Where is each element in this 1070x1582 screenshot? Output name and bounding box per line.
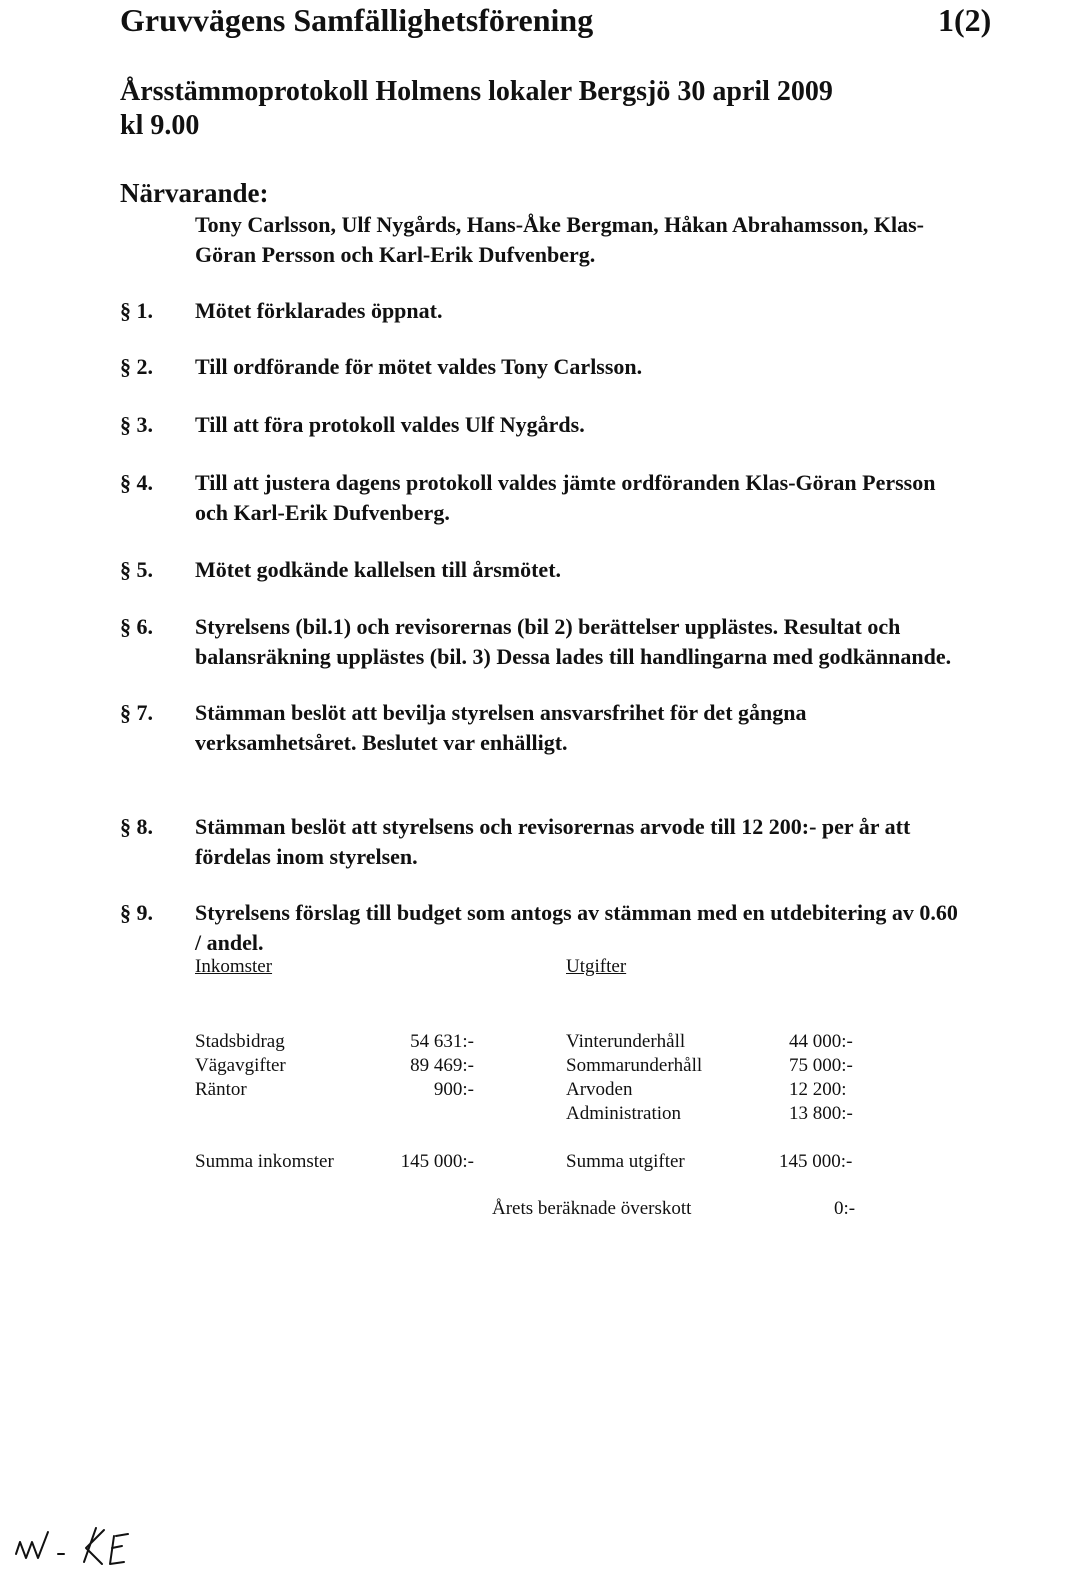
income-label: Räntor (195, 1079, 247, 1100)
meeting-title-line-1: Årsstämmoprotokoll Holmens lokaler Bergsjö 30 april 2009 (120, 76, 833, 107)
expense-label: Arvoden (566, 1079, 633, 1100)
section-9-text-line-2: / andel. (195, 930, 264, 955)
income-total-label: Summa inkomster (195, 1151, 334, 1172)
income-amount: 89 469:- (410, 1055, 474, 1076)
expense-amount: 75 000:- (789, 1055, 853, 1076)
attendees-line-1: Tony Carlsson, Ulf Nygårds, Hans-Åke Bergman, Håkan Abrahamsson, Klas- (195, 212, 924, 237)
income-amount: 54 631:- (410, 1031, 474, 1052)
expense-label: Sommarunderhåll (566, 1055, 703, 1076)
section-3-text: Till att föra protokoll valdes Ulf Nygårds. (195, 412, 585, 437)
section-4-number: § 4. (120, 470, 153, 495)
section-7-text-line-2: verksamhetsåret. Beslutet var enhälligt. (195, 730, 568, 755)
section-8-text-line-1: Stämman beslöt att styrelsens och revisorernas arvode till 12 200:- per år att (195, 814, 911, 839)
expense-label: Administration (566, 1103, 682, 1124)
expense-total-label: Summa utgifter (566, 1151, 685, 1172)
expense-heading: Utgifter (566, 956, 627, 977)
section-7-text-line-1: Stämman beslöt att bevilja styrelsen ansvarsfrihet för det gångna (195, 700, 807, 725)
section-4-text-line-2: och Karl-Erik Dufvenberg. (195, 500, 450, 525)
expense-amount: 44 000:- (789, 1031, 853, 1052)
income-label: Stadsbidrag (195, 1031, 285, 1052)
association-name: Gruvvägens Samfällighetsförening (120, 2, 594, 38)
income-amount: 900:- (433, 1079, 474, 1100)
section-9-number: § 9. (120, 900, 153, 925)
section-5-text: Mötet godkände kallelsen till årsmötet. (195, 557, 562, 582)
section-8-text-line-2: fördelas inom styrelsen. (195, 844, 418, 869)
surplus-label: Årets beräknade överskott (492, 1198, 692, 1219)
section-9-text-line-1: Styrelsens förslag till budget som antogs av stämman med en utdebitering av 0.60 (195, 900, 958, 925)
section-4-text-line-1: Till att justera dagens protokoll valdes jämte ordföranden Klas-Göran Persson (195, 470, 936, 495)
section-6-text-line-2: balansräkning upplästes (bil. 3) Dessa lades till handlingarna med godkännande. (195, 644, 952, 669)
expense-total-amount: 145 000:- (779, 1151, 853, 1172)
section-6-number: § 6. (120, 614, 153, 639)
section-2-number: § 2. (120, 354, 153, 379)
income-heading: Inkomster (195, 956, 273, 977)
section-3-number: § 3. (120, 412, 153, 437)
section-7-number: § 7. (120, 700, 153, 725)
expense-amount: 12 200: (789, 1079, 847, 1100)
expense-amount: 13 800:- (789, 1103, 853, 1124)
attendees-heading: Närvarande: (120, 178, 269, 208)
handwritten-initials-signature (8, 1512, 158, 1579)
section-8-number: § 8. (120, 814, 153, 839)
section-1-text: Mötet förklarades öppnat. (195, 298, 443, 323)
meeting-title-line-2: kl 9.00 (120, 110, 200, 141)
section-2-text: Till ordförande för mötet valdes Tony Carlsson. (195, 354, 643, 379)
page-number: 1(2) (938, 2, 992, 38)
section-6-text-line-1: Styrelsens (bil.1) och revisorernas (bil 2) berättelser upplästes. Resultat och (195, 614, 901, 639)
expense-label: Vinterunderhåll (566, 1031, 686, 1052)
attendees-line-2: Göran Persson och Karl-Erik Dufvenberg. (195, 242, 596, 267)
surplus-amount: 0:- (834, 1198, 856, 1219)
section-5-number: § 5. (120, 557, 153, 582)
section-1-number: § 1. (120, 298, 153, 323)
income-total-amount: 145 000:- (400, 1151, 474, 1172)
income-label: Vägavgifter (195, 1055, 286, 1076)
